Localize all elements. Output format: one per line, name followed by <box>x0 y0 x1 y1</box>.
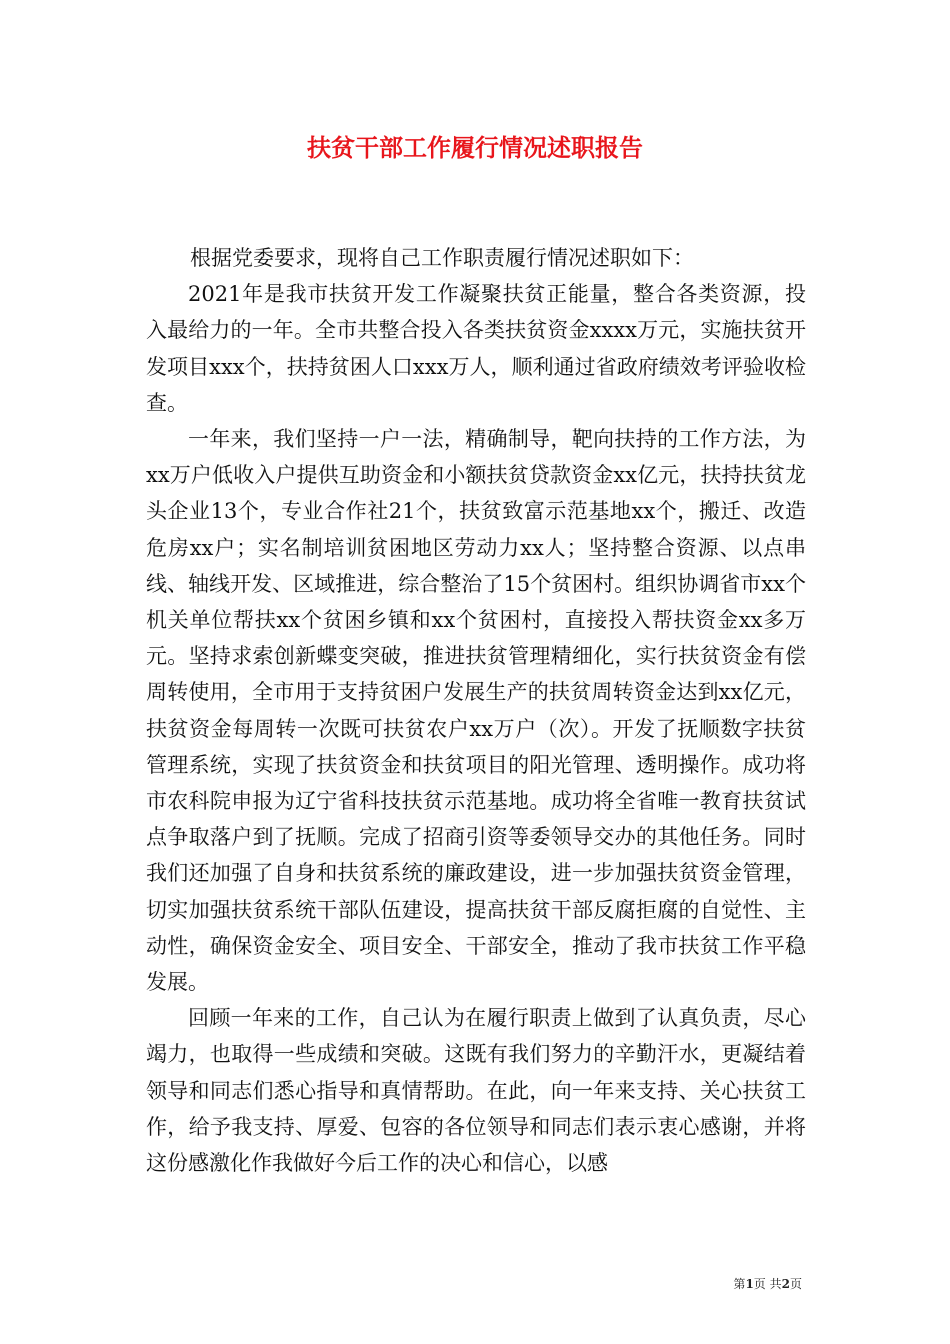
footer-current-page: 1 <box>745 1277 754 1291</box>
footer-prefix: 第 <box>733 1277 746 1291</box>
document-title: 扶贫干部工作履行情况述职报告 <box>307 133 643 162</box>
page-number-footer <box>733 1276 802 1292</box>
footer-suffix: 页 <box>789 1277 802 1291</box>
paragraph-intro: 根据党委要求，现将自己工作职责履行情况述职如下： <box>190 246 694 270</box>
footer-middle: 页 共 <box>753 1277 782 1291</box>
footer-total-pages: 2 <box>781 1277 790 1291</box>
paragraph-achievements: 一年来，我们坚持一户一法，精确制导，靶向扶持的工作方法，为xx万户低收入户提供互助资金和小额扶贫贷款资金xx亿元，扶持扶贫龙头企业13个，专业合作社21个，扶贫致富示范基地xx个，搬迁、改造危房xx户；实名制培训贫困地区劳动力xx人；坚持整合资源、以点串线、轴线开发、区域推进，综合整治了15个贫困村。组织协调省市xx个机关单位帮扶xx个贫困乡镇和xx个贫困村，直接投入帮扶资金xx多万元。坚持求索创新蝶变突破，推进扶贫管理精细化，实行扶贫资金有偿周转使用，全市用于支持贫困户发展生产的扶贫周转资金达到xx亿元，扶贫资金每周转一次既可扶贫农户xx万户（次）。开发了抚顺数字扶贫管理系统，实现了扶贫资金和扶贫项目的阳光管理、透明操作。成功将市农科院申报为辽宁省科技扶贫示范基地。成功将全省唯一教育扶贫试点争取落户到了抚顺。完成了招商引资等委领导交办的其他任务。同时我们还加强了自身和扶贫系统的廉政建设，进一步加强扶贫资金管理，切实加强扶贫系统干部队伍建设，提高扶贫干部反腐拒腐的自觉性、主动性，确保资金安全、项目安全、干部安全，推动了我市扶贫工作平稳发展。 <box>146 427 806 995</box>
paragraph-overview: 2021年是我市扶贫开发工作凝聚扶贫正能量，整合各类资源，投入最给力的一年。全市共整合投入各类扶贫资金xxxx万元，实施扶贫开发项目xxx个，扶持贫困人口xxx万人，顺利通过省政府绩效考评验收检查。 <box>146 282 806 415</box>
paragraph-review: 回顾一年来的工作，自己认为在履行职责上做到了认真负责，尽心竭力，也取得一些成绩和突破。这既有我们努力的辛勤汗水，更凝结着领导和同志们悉心指导和真情帮助。在此，向一年来支持、关心扶贫工作，给予我支持、厚爱、包容的各位领导和同志们表示衷心感谢，并将这份感激化作我做好今后工作的决心和信心，以感 <box>146 1006 806 1176</box>
document-body <box>146 240 806 1181</box>
